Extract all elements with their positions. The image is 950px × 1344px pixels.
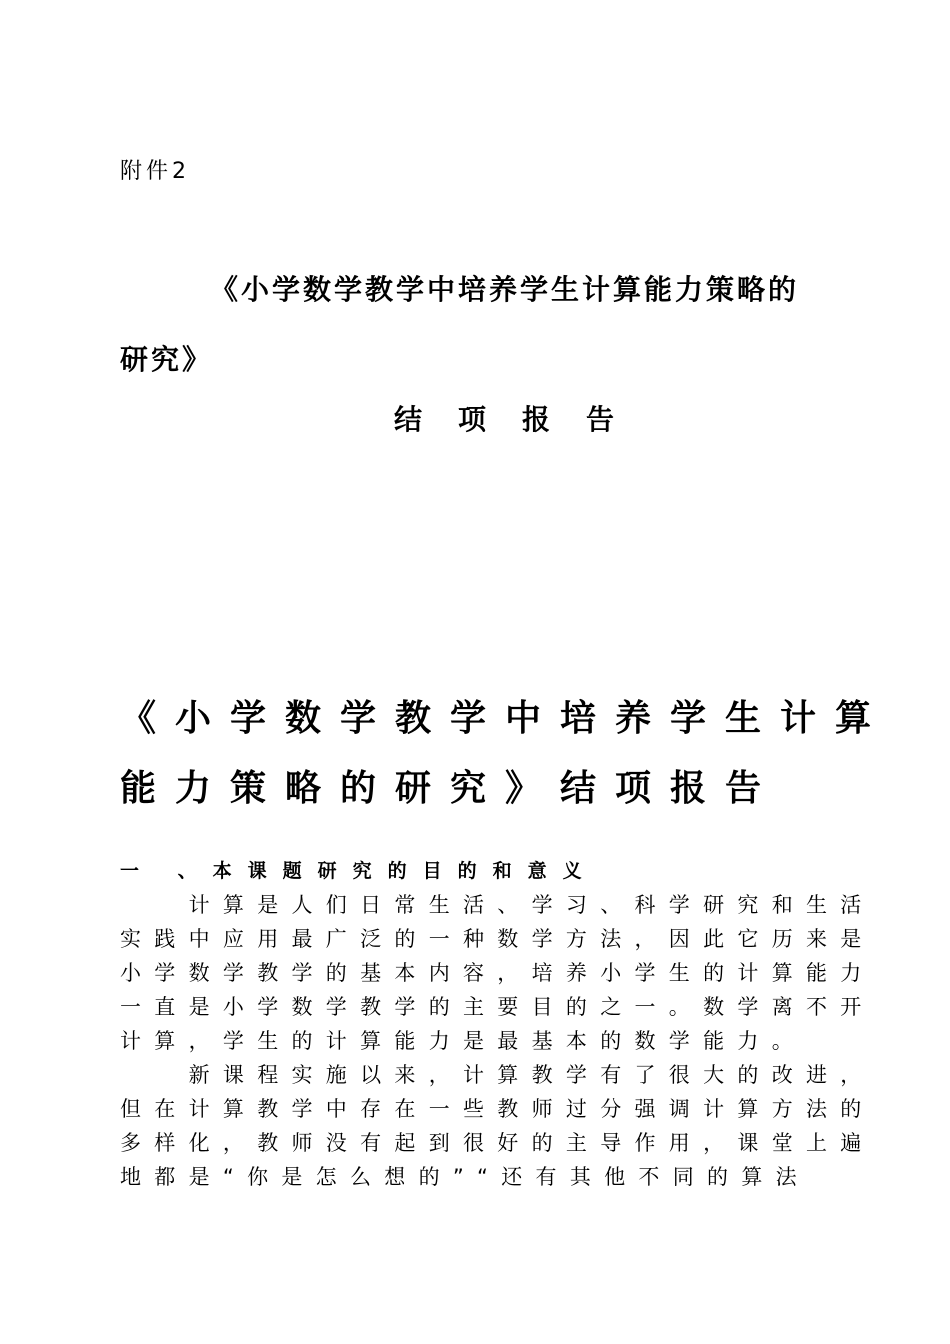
- body-line: 计算是人们日常生活、学习、科学研究和生活: [120, 893, 875, 917]
- body-line: 地都是“你是怎么想的”“还有其他不同的算法: [120, 1165, 810, 1189]
- body-line: 实践中应用最广泛的一种数学方法，因此它历来是: [120, 927, 875, 951]
- body-line: 但在计算教学中存在一些教师过分强调计算方法的: [120, 1097, 875, 1121]
- attachment-label: 附件2: [120, 159, 190, 184]
- body-line: 计算，学生的计算能力是最基本的数学能力。: [120, 1029, 806, 1053]
- section-heading: 一 、本课题研究的目的和意义: [120, 860, 598, 882]
- body-line: 小学数学教学的基本内容，培养小学生的计算能力: [120, 961, 875, 985]
- body-line: 一直是小学数学教学的主要目的之一。数学离不开: [120, 995, 875, 1019]
- cover-title-line-1: 《小学数学教学中培养学生计算能力策略的: [210, 273, 800, 306]
- cover-title-line-2: 研究》: [120, 343, 214, 376]
- body-line: 多样化，教师没有起到很好的主导作用，课堂上遍: [120, 1131, 875, 1155]
- main-title-line-2: 能力策略的研究》结项报告: [120, 768, 781, 809]
- body-line: 新课程实施以来，计算教学有了很大的改进，: [120, 1063, 875, 1087]
- main-title-line-1: 《小学数学教学中培养学生计算: [120, 698, 891, 739]
- cover-subtitle: 结项报告: [394, 403, 651, 436]
